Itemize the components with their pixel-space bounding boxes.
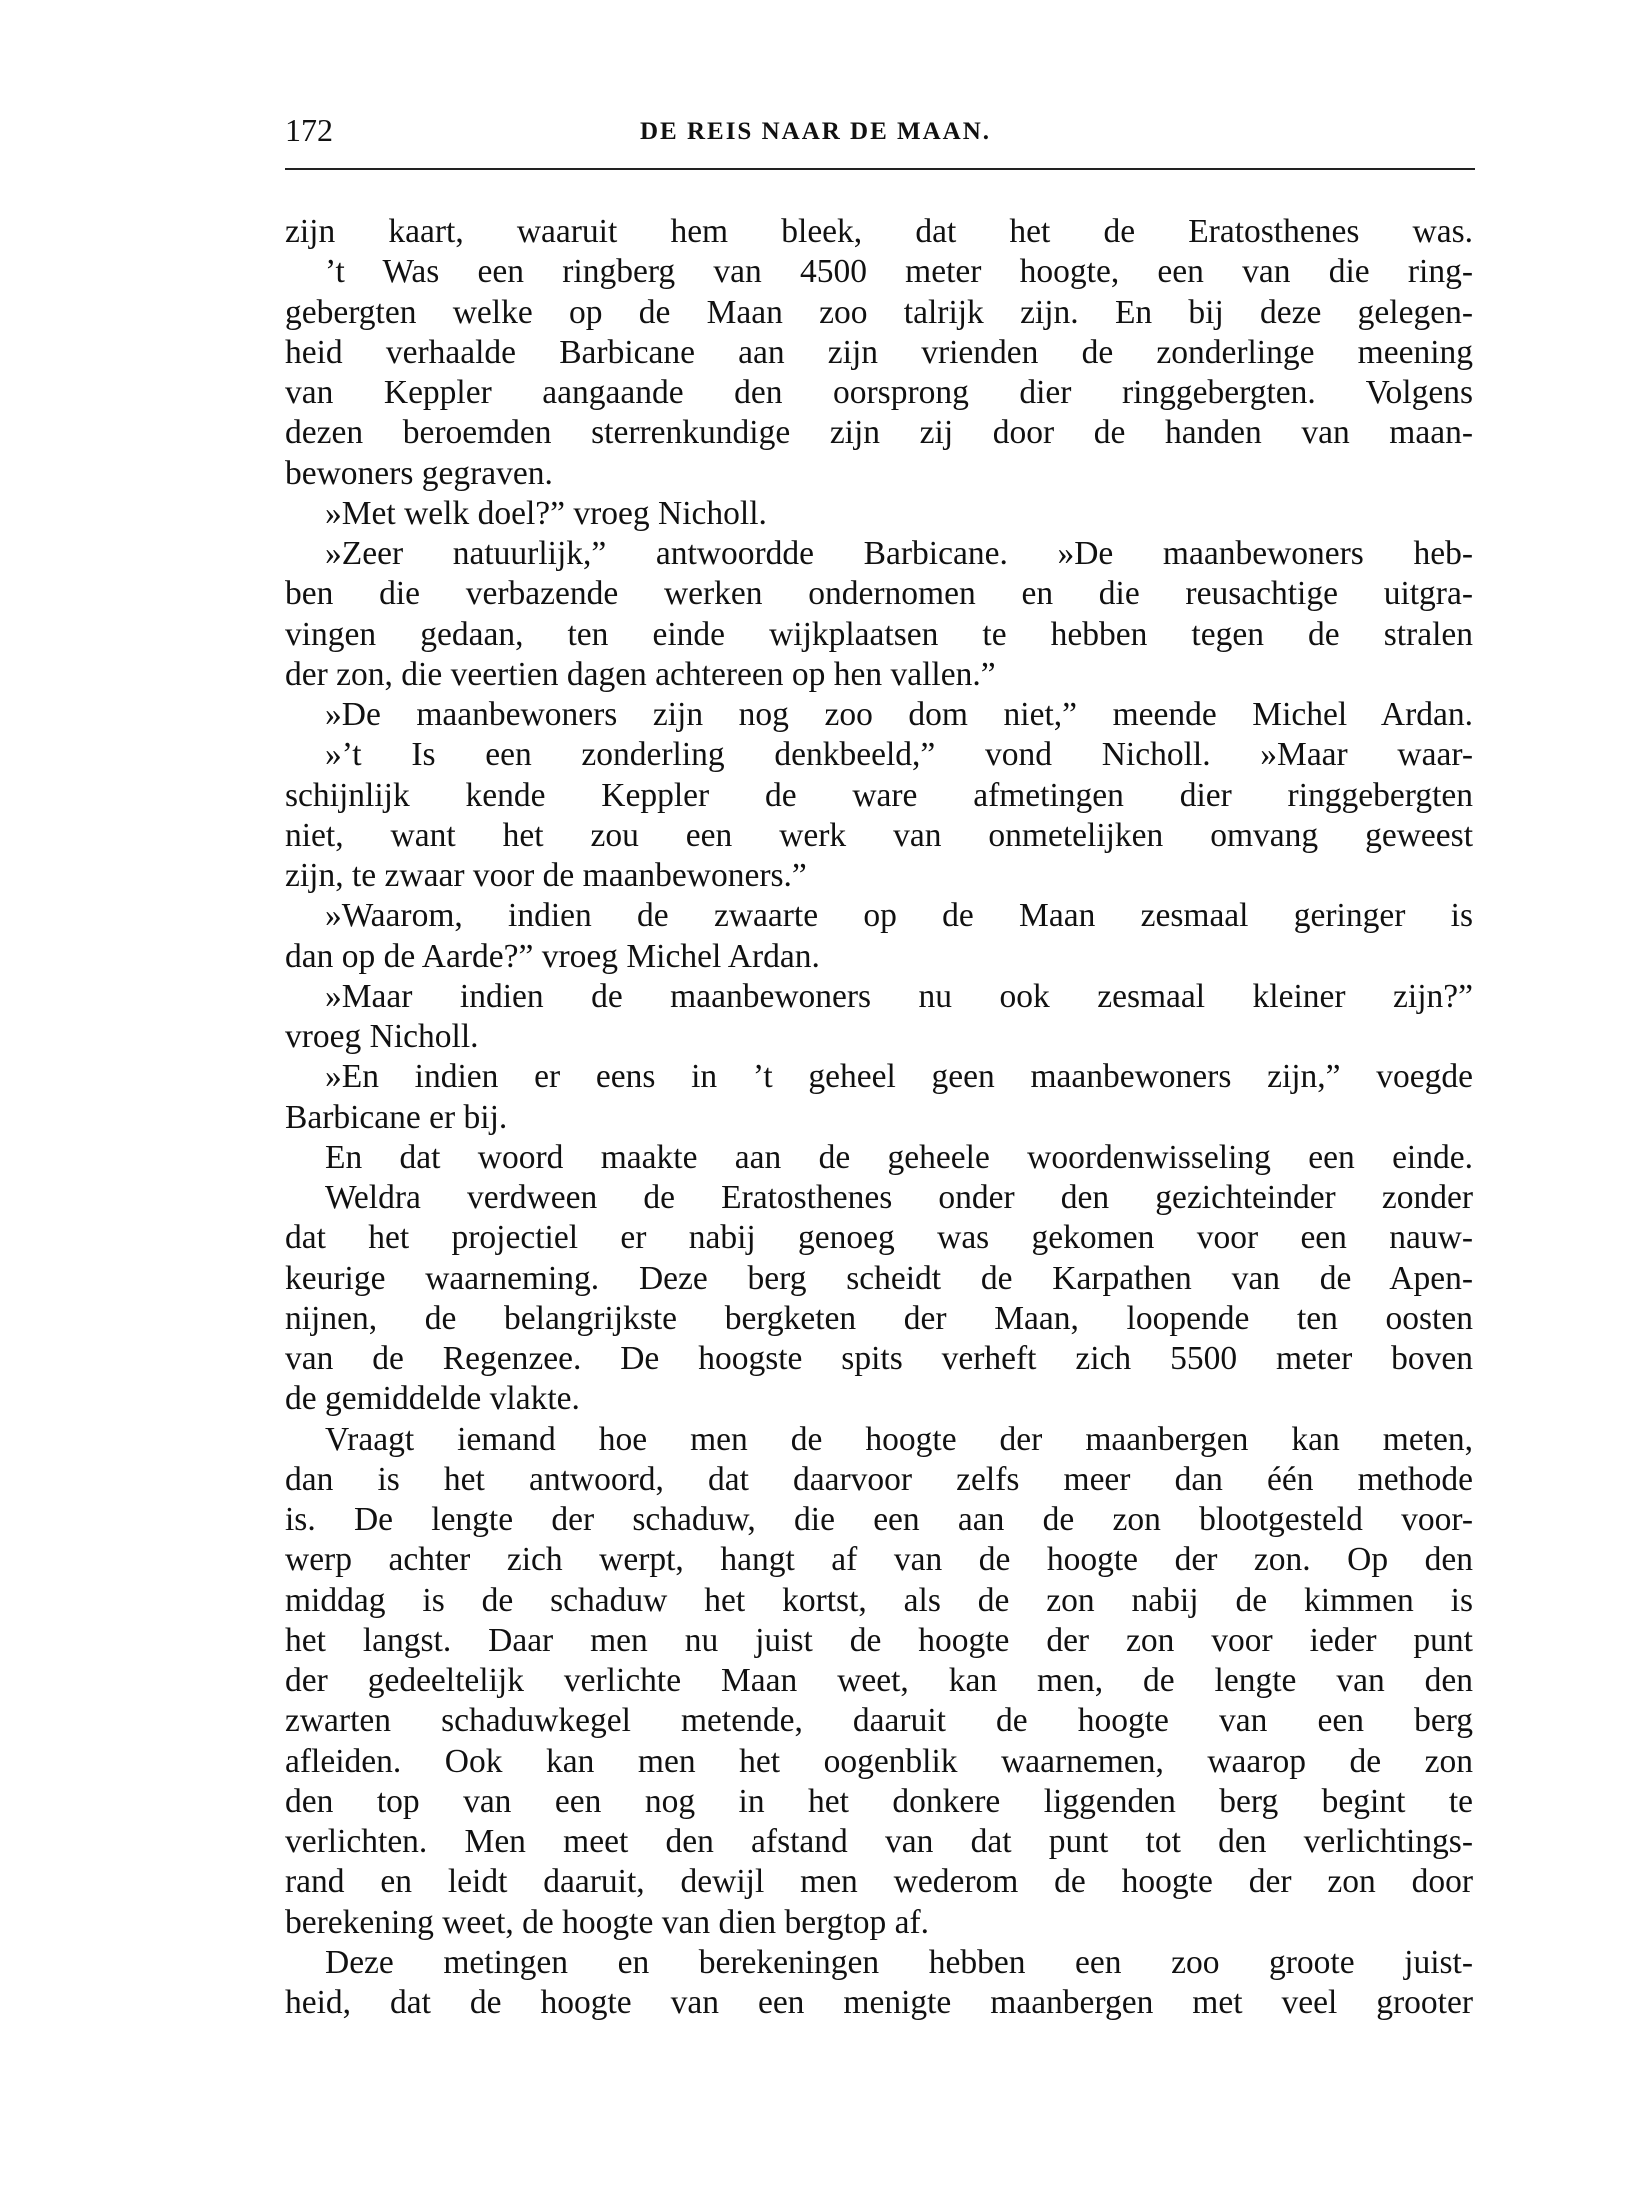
text-line: werp achter zich werpt, hangt af van de hoogte der zon. Op den	[285, 1541, 1473, 1579]
text-line: zwarten schaduwkegel metende, daaruit de hoogte van een berg	[285, 1702, 1473, 1740]
text-line: »Zeer natuurlijk,” antwoordde Barbicane. »De maanbewoners heb-	[325, 535, 1473, 572]
text-line: »’t Is een zonderling denkbeeld,” vond Nicholl. »Maar waar-	[325, 736, 1473, 774]
text-line: zijn, te zwaar voor de maanbewoners.”	[285, 857, 807, 894]
text-line: berekening weet, de hoogte van dien bergtop af.	[285, 1903, 930, 1941]
text-line: Barbicane er bij.	[285, 1098, 508, 1136]
text-line: vingen gedaan, ten einde wijkplaatsen te hebben tegen de stralen	[285, 615, 1473, 653]
header-rule	[285, 168, 1475, 170]
text-line: niet, want het zou een werk van onmetelijken omvang geweest	[285, 816, 1473, 854]
text-line: heid verhaalde Barbicane aan zijn vrienden de zonderlinge meening	[285, 333, 1473, 371]
text-line: dezen beroemden sterrenkundige zijn zij door de handen van maan-	[285, 414, 1473, 452]
text-line: »De maanbewoners zijn nog zoo dom niet,” meende Michel Ardan.	[325, 696, 1473, 733]
text-line: ben die verbazende werken ondernomen en die reusachtige uitgra-	[285, 575, 1473, 613]
text-line: zijn kaart, waaruit hem bleek, dat het de Eratosthenes was.	[285, 213, 1473, 250]
text-line: heid, dat de hoogte van een menigte maanbergen met veel grooter	[285, 1984, 1473, 2021]
text-line: En dat woord maakte aan de geheele woordenwisseling een einde.	[325, 1138, 1473, 1176]
body-text	[285, 212, 1473, 2023]
text-line: verlichten. Men meet den afstand van dat punt tot den verlichtings-	[285, 1823, 1473, 1860]
text-line: den top van een nog in het donkere liggenden berg begint te	[285, 1782, 1473, 1820]
text-line: nijnen, de belangrijkste bergketen der Maan, loopende ten oosten	[285, 1299, 1473, 1337]
text-line: keurige waarneming. Deze berg scheidt de Karpathen van de Apen-	[285, 1259, 1473, 1297]
text-line: het langst. Daar men nu juist de hoogte der zon voor ieder punt	[285, 1621, 1473, 1659]
text-line: van Keppler aangaande den oorsprong dier ringgebergten. Volgens	[285, 374, 1473, 411]
text-line: »Met welk doel?” vroeg Nicholl.	[325, 494, 767, 532]
text-line: de gemiddelde vlakte.	[285, 1380, 580, 1418]
text-line: dan is het antwoord, dat daarvoor zelfs meer dan één methode	[285, 1460, 1473, 1498]
page-number: 172	[285, 112, 333, 148]
text-line: Vraagt iemand hoe men de hoogte der maanbergen kan meten,	[325, 1420, 1473, 1458]
text-line: »Waarom, indien de zwaarte op de Maan zesmaal geringer is	[325, 897, 1473, 935]
text-line: »Maar indien de maanbewoners nu ook zesmaal kleiner zijn?”	[325, 977, 1473, 1015]
text-line: Weldra verdween de Eratosthenes onder den gezichteinder zonder	[325, 1179, 1473, 1216]
text-line: gebergten welke op de Maan zoo talrijk zijn. En bij deze gelegen-	[285, 293, 1473, 331]
text-line: schijnlijk kende Keppler de ware afmetingen dier ringgebergten	[285, 776, 1473, 814]
text-line: middag is de schaduw het kortst, als de zon nabij de kimmen is	[285, 1581, 1473, 1619]
running-title: DE REIS NAAR DE MAAN.	[640, 118, 992, 145]
text-line: vroeg Nicholl.	[285, 1018, 479, 1055]
text-line: Deze metingen en berekeningen hebben een zoo groote juist-	[325, 1943, 1473, 1981]
text-line: rand en leidt daaruit, dewijl men wederom de hoogte der zon door	[285, 1863, 1473, 1901]
text-line: ’t Was een ringberg van 4500 meter hoogte, een van die ring-	[325, 253, 1473, 291]
text-line: bewoners gegraven.	[285, 454, 553, 492]
text-line: afleiden. Ook kan men het oogenblik waarnemen, waarop de zon	[285, 1742, 1473, 1780]
text-line: der zon, die veertien dagen achtereen op hen vallen.”	[285, 655, 996, 693]
text-line: dat het projectiel er nabij genoeg was gekomen voor een nauw-	[285, 1219, 1473, 1257]
text-line: der gedeeltelijk verlichte Maan weet, kan men, de lengte van den	[285, 1662, 1473, 1699]
text-line: »En indien er eens in ’t geheel geen maanbewoners zijn,” voegde	[325, 1058, 1473, 1096]
text-line: dan op de Aarde?” vroeg Michel Ardan.	[285, 937, 820, 975]
text-line: van de Regenzee. De hoogste spits verheft zich 5500 meter boven	[285, 1340, 1473, 1377]
text-line: is. De lengte der schaduw, die een aan de zon blootgesteld voor-	[285, 1501, 1473, 1538]
